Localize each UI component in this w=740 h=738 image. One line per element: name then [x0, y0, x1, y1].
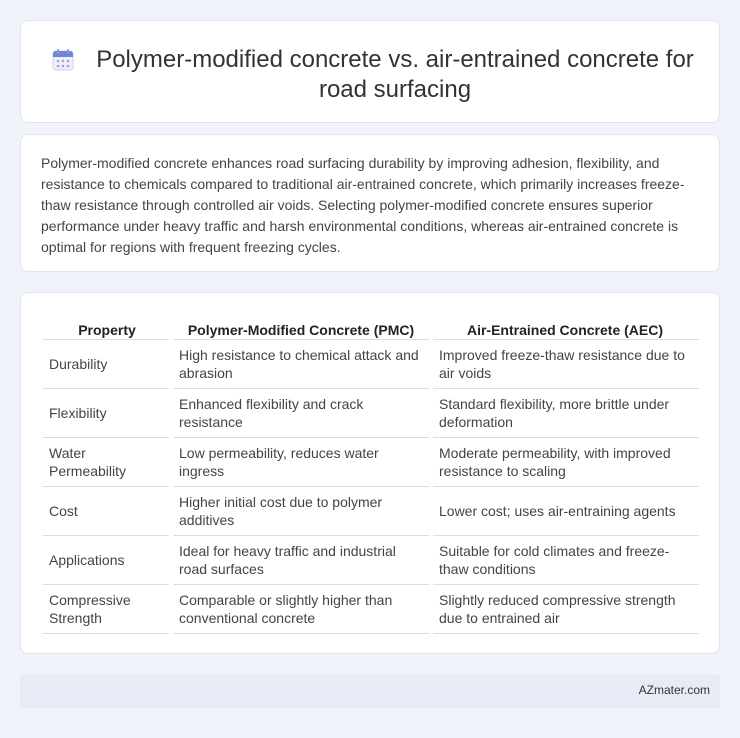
row-pmc-value: High resistance to chemical attack and abrasion — [171, 339, 431, 388]
intro-card — [20, 134, 720, 272]
row-pmc-value: Low permeability, reduces water ingress — [171, 437, 431, 486]
row-aec-value: Standard flexibility, more brittle under deformation — [431, 388, 699, 437]
row-aec-value: Suitable for cold climates and freeze-thaw conditions — [431, 535, 699, 584]
footer-bar — [20, 674, 720, 708]
row-property: Water Permeability — [43, 437, 171, 486]
row-property: Durability — [43, 339, 171, 388]
row-pmc-value: Higher initial cost due to polymer additives — [171, 486, 431, 535]
table-header-row — [43, 315, 699, 339]
comparison-table — [43, 315, 699, 634]
header-pmc: Polymer-Modified Concrete (PMC) — [171, 315, 431, 339]
table-row — [43, 388, 699, 437]
table-row — [43, 437, 699, 486]
table-row — [43, 584, 699, 633]
header-property: Property — [43, 315, 171, 339]
row-pmc-value: Comparable or slightly higher than conventional concrete — [171, 584, 431, 633]
header-aec: Air-Entrained Concrete (AEC) — [431, 315, 699, 339]
title-card — [20, 20, 720, 123]
row-property: Cost — [43, 486, 171, 535]
row-pmc-value: Ideal for heavy traffic and industrial road surfaces — [171, 535, 431, 584]
table-row — [43, 486, 699, 535]
table-row — [43, 535, 699, 584]
row-pmc-value: Enhanced flexibility and crack resistance — [171, 388, 431, 437]
intro-paragraph: Polymer-modified concrete enhances road surfacing durability by improving adhesion, flexibility, and resistance to chemicals compared to traditional air-entrained concrete, which primarily increases freeze-thaw resistance through controlled air voids. Selecting polymer-modified concrete ensures superior performance under heavy traffic and harsh environmental conditions, whereas air-entrained concrete is optimal for regions with frequent freezing cycles. — [41, 155, 685, 255]
table-row — [43, 339, 699, 388]
row-aec-value: Lower cost; uses air-entraining agents — [431, 486, 699, 535]
row-aec-value: Improved freeze-thaw resistance due to air voids — [431, 339, 699, 388]
row-property: Compressive Strength — [43, 584, 171, 633]
page-title: Polymer-modified concrete vs. air-entrained concrete for road surfacing — [96, 46, 694, 103]
row-property: Flexibility — [43, 388, 171, 437]
row-property: Applications — [43, 535, 171, 584]
comparison-table-card — [20, 292, 720, 654]
footer-site-link[interactable]: AZmater.com — [638, 683, 710, 697]
row-aec-value: Moderate permeability, with improved resistance to scaling — [431, 437, 699, 486]
row-aec-value: Slightly reduced compressive strength due to entrained air — [431, 584, 699, 633]
